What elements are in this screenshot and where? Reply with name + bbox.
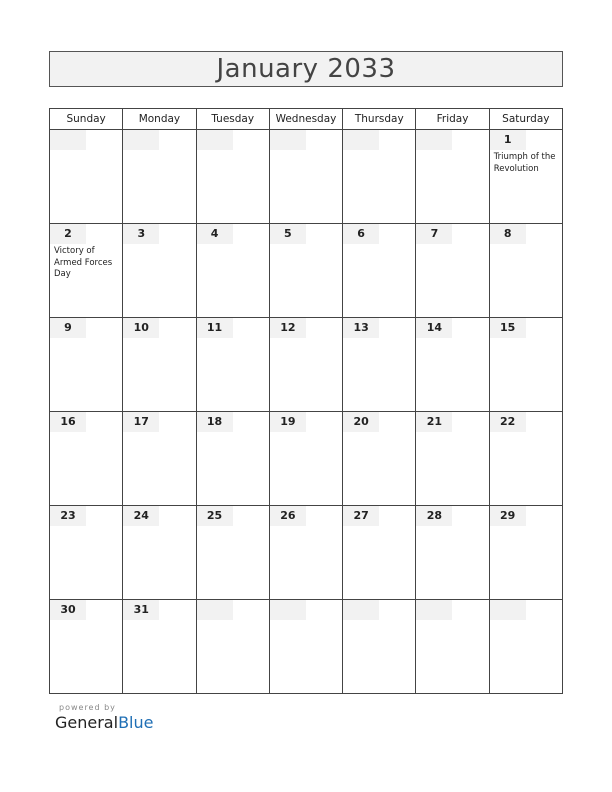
holiday-label: [490, 526, 562, 528]
holiday-label: [123, 432, 195, 434]
holiday-label: [197, 338, 269, 340]
day-number: [490, 600, 526, 620]
week-row: [50, 224, 563, 318]
day-cell: [123, 506, 196, 600]
day-cell: [343, 412, 416, 506]
day-cell: [50, 130, 123, 224]
day-number: [270, 130, 306, 150]
day-cell: [489, 412, 562, 506]
day-number: 1: [490, 130, 526, 150]
day-number: 10: [123, 318, 159, 338]
holiday-label: [416, 244, 488, 246]
weekday-header: Thursday: [343, 109, 416, 130]
holiday-label: [416, 338, 488, 340]
day-cell: [489, 318, 562, 412]
day-cell: [196, 318, 269, 412]
day-number: 22: [490, 412, 526, 432]
holiday-label: [270, 338, 342, 340]
day-cell: [416, 600, 489, 694]
day-cell: [343, 506, 416, 600]
day-number: 28: [416, 506, 452, 526]
holiday-label: [123, 338, 195, 340]
weekday-header: Sunday: [50, 109, 123, 130]
day-cell: [489, 224, 562, 318]
day-number: 13: [343, 318, 379, 338]
week-row: [50, 600, 563, 694]
holiday-label: [270, 620, 342, 622]
holiday-label: [197, 432, 269, 434]
day-cell: [196, 600, 269, 694]
weekday-header: Monday: [123, 109, 196, 130]
day-number: 31: [123, 600, 159, 620]
day-number: 15: [490, 318, 526, 338]
holiday-label: [123, 150, 195, 152]
holiday-label: [343, 620, 415, 622]
day-cell: [50, 506, 123, 600]
day-number: 12: [270, 318, 306, 338]
day-number: 8: [490, 224, 526, 244]
week-row: [50, 318, 563, 412]
title-banner: [49, 51, 563, 87]
day-cell: [269, 318, 342, 412]
holiday-label: [197, 150, 269, 152]
day-number: 29: [490, 506, 526, 526]
holiday-label: [343, 338, 415, 340]
day-cell: [343, 224, 416, 318]
day-number: 9: [50, 318, 86, 338]
day-number: [270, 600, 306, 620]
holiday-label: [270, 150, 342, 152]
day-cell: [416, 130, 489, 224]
holiday-label: [50, 150, 122, 152]
day-number: 5: [270, 224, 306, 244]
day-number: [50, 130, 86, 150]
page-title: January 2033: [216, 54, 396, 84]
holiday-label: [343, 526, 415, 528]
day-number: 11: [197, 318, 233, 338]
week-row: [50, 130, 563, 224]
day-cell: [123, 412, 196, 506]
footer-branding: [55, 703, 153, 732]
holiday-label: [416, 150, 488, 152]
day-number: [416, 600, 452, 620]
day-cell: [50, 318, 123, 412]
holiday-label: [343, 150, 415, 152]
day-cell: [343, 318, 416, 412]
holiday-label: [270, 244, 342, 246]
day-cell: [50, 412, 123, 506]
holiday-label: Triumph of the Revolution: [493, 152, 556, 174]
day-cell: [196, 506, 269, 600]
holiday-label: [343, 432, 415, 434]
holiday-label: [416, 526, 488, 528]
day-number: [197, 600, 233, 620]
day-number: 16: [50, 412, 86, 432]
holiday-label: [343, 244, 415, 246]
day-number: 2: [50, 224, 86, 244]
holiday-label: [197, 620, 269, 622]
brand-logo: [55, 713, 153, 732]
weekday-header-row: [50, 109, 563, 130]
holiday-label: [50, 526, 122, 528]
day-cell: [123, 318, 196, 412]
day-cell: [269, 506, 342, 600]
day-cell: [416, 224, 489, 318]
holiday-label: [123, 620, 195, 622]
holiday-label: [50, 432, 122, 434]
day-number: 25: [197, 506, 233, 526]
day-number: 6: [343, 224, 379, 244]
brand-blue-text: Blue: [118, 713, 154, 732]
holiday-label: [197, 526, 269, 528]
day-cell: [269, 412, 342, 506]
day-cell: [50, 600, 123, 694]
holiday-label: [270, 526, 342, 528]
weekday-header: Saturday: [489, 109, 562, 130]
day-number: [416, 130, 452, 150]
holiday-label: [490, 620, 562, 622]
day-cell: [269, 130, 342, 224]
holiday-label: [416, 432, 488, 434]
holiday-label: [416, 620, 488, 622]
day-cell: [416, 318, 489, 412]
holiday-label: [270, 432, 342, 434]
brand-general-text: General: [55, 713, 119, 732]
holiday-label: [50, 620, 122, 622]
day-number: 14: [416, 318, 452, 338]
day-cell: [343, 600, 416, 694]
holiday-label: [50, 338, 122, 340]
day-cell: [489, 600, 562, 694]
day-number: 17: [123, 412, 159, 432]
holiday-label: [123, 526, 195, 528]
day-cell: [489, 506, 562, 600]
day-cell: [196, 130, 269, 224]
day-number: [197, 130, 233, 150]
day-cell: [123, 224, 196, 318]
day-number: 27: [343, 506, 379, 526]
holiday-label: [490, 244, 562, 246]
holiday-label: [490, 338, 562, 340]
day-number: 20: [343, 412, 379, 432]
day-number: [343, 130, 379, 150]
powered-by-text: powered by: [59, 703, 116, 712]
day-number: 19: [270, 412, 306, 432]
weekday-header: Tuesday: [196, 109, 269, 130]
holiday-label: Victory of Armed Forces Day: [54, 246, 113, 279]
day-cell: [416, 412, 489, 506]
day-cell: [489, 130, 562, 224]
holiday-label: [197, 244, 269, 246]
day-number: 26: [270, 506, 306, 526]
day-cell: [123, 130, 196, 224]
week-row: [50, 506, 563, 600]
day-cell: [196, 224, 269, 318]
day-cell: [123, 600, 196, 694]
day-number: [123, 130, 159, 150]
day-number: 3: [123, 224, 159, 244]
day-number: 24: [123, 506, 159, 526]
day-number: [343, 600, 379, 620]
day-number: 7: [416, 224, 452, 244]
holiday-label: [123, 244, 195, 246]
day-number: 23: [50, 506, 86, 526]
holiday-label: [490, 432, 562, 434]
day-cell: [269, 600, 342, 694]
weekday-header: Friday: [416, 109, 489, 130]
calendar-body: [50, 130, 563, 694]
day-cell: [50, 224, 123, 318]
day-number: 30: [50, 600, 86, 620]
day-cell: [269, 224, 342, 318]
day-number: 4: [197, 224, 233, 244]
day-cell: [343, 130, 416, 224]
day-cell: [196, 412, 269, 506]
day-cell: [416, 506, 489, 600]
week-row: [50, 412, 563, 506]
day-number: 21: [416, 412, 452, 432]
calendar-grid: [49, 108, 563, 694]
day-number: 18: [197, 412, 233, 432]
weekday-header: Wednesday: [269, 109, 342, 130]
